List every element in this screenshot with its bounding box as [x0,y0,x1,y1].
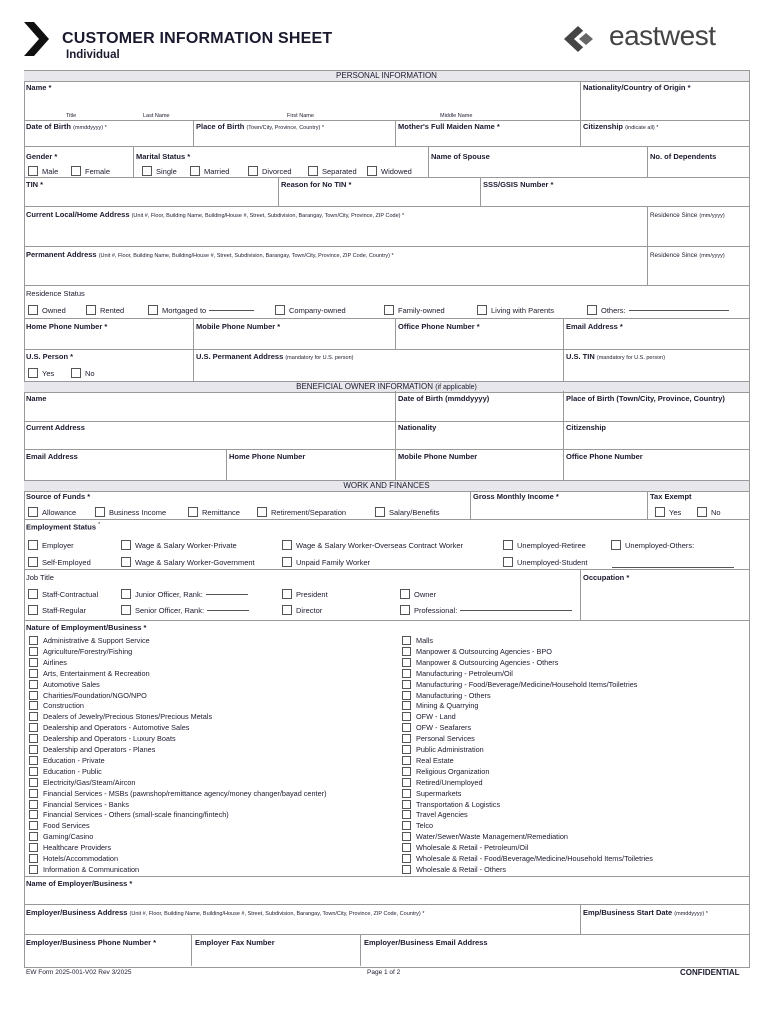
marital-widowed-checkbox[interactable]: Widowed [367,166,412,176]
nature-right-item-checkbox[interactable] [402,723,471,732]
first-name-sublabel: First Name [287,113,314,119]
nature-left-item-checkbox[interactable] [29,647,132,656]
us-person-no-checkbox[interactable]: No [71,368,95,378]
nature-right-item-label: Mining & Quarrying [416,701,479,711]
nature-left-item-label: Food Services [43,821,90,831]
tax-exempt-no-checkbox[interactable]: No [697,507,721,517]
res-rented-checkbox[interactable]: Rented [86,305,124,315]
nature-right-item-label: Transportation & Logistics [416,799,501,809]
bo-citizenship-label: Citizenship [566,423,607,432]
middle-name-sublabel: Middle Name [440,113,473,119]
tin-label: TIN * [26,180,44,189]
res-family-owned-checkbox[interactable]: Family-owned [384,305,445,315]
nature-right-item-label: Personal Services [416,734,475,744]
nature-right-item-label: Supermarkets [416,788,462,798]
nature-left-item-label: Charities/Foundation/NGO/NPO [43,690,147,700]
nature-left-item-label: Dealership and Operators - Automotive Sales [43,723,190,733]
job-director-checkbox[interactable]: Director [282,605,322,615]
nature-right-item-checkbox[interactable] [402,821,433,830]
nature-left-item-checkbox[interactable] [29,865,139,874]
form-title: CUSTOMER INFORMATION SHEET [62,30,333,47]
pob-label: Place of Birth (Town/City, Province, Country) * [196,122,324,131]
nature-left-item-checkbox[interactable] [29,658,67,667]
bo-home-phone-label: Home Phone Number [229,452,306,461]
nature-right-item-checkbox[interactable] [402,756,454,765]
nature-left-item-checkbox[interactable] [29,778,135,787]
nature-right-item-checkbox[interactable] [402,832,568,841]
form-id: EW Form 2025-001-V02 Rev 3/2025 [26,969,132,976]
nature-right-item-checkbox[interactable] [402,767,489,776]
res-living-with-parents-checkbox[interactable]: Living with Parents [477,305,554,315]
brand-chevron-icon [22,22,50,56]
nature-right-item-label: Real Estate [416,755,454,765]
employer-phone-label: Employer/Business Phone Number * [26,938,157,947]
nature-left-item-label: Arts, Entertainment & Recreation [43,668,150,678]
nature-left-item-label: Airlines [43,657,67,667]
nature-left-item-label: Healthcare Providers [43,843,112,853]
bo-name-label: Name [26,394,47,403]
nature-right-item-checkbox[interactable] [402,669,513,678]
nature-left-item-checkbox[interactable] [29,821,90,830]
band-work-and-finances: WORK AND FINANCES [24,480,749,492]
gross-income-label: Gross Monthly Income * [473,492,559,501]
job-president-checkbox[interactable]: President [282,589,328,599]
source-business-income-checkbox[interactable]: Business Income [95,507,166,517]
emp-wage-ofw-checkbox[interactable]: Wage & Salary Worker-Overseas Contract Worker [282,540,463,550]
dob-label: Date of Birth (mmddyyyy) * [26,122,107,131]
nature-left-item-checkbox[interactable] [29,712,212,721]
citizenship-label: Citizenship (indicate all) * [583,122,659,131]
us-person-label: U.S. Person * [26,352,74,361]
nature-left-item-label: Dealership and Operators - Luxury Boats [43,734,176,744]
employment-status-label: Employment Status * [26,522,101,532]
tax-exempt-label: Tax Exempt [650,492,692,501]
source-allowance-checkbox[interactable]: Allowance [28,507,76,517]
source-of-funds-label: Source of Funds * [26,492,91,501]
confidential-mark: CONFIDENTIAL [680,968,740,977]
nature-right-item-label: Malls [416,636,434,645]
emp-unpaid-family-checkbox[interactable]: Unpaid Family Worker [282,557,370,567]
nature-left-item-checkbox[interactable] [29,636,150,645]
nature-left-item-label: Dealership and Operators - Planes [43,745,156,754]
nature-right-item-label: Water/Sewer/Waste Management/Remediation [416,832,568,842]
job-senior-officer-checkbox[interactable]: Senior Officer, Rank: [121,605,249,615]
bo-pob-label: Place of Birth (Town/City, Province, Country) [566,394,725,403]
emp-wage-private-checkbox[interactable]: Wage & Salary Worker-Private [121,540,237,550]
nationality-label: Nationality/Country of Origin * [583,83,691,92]
us-tin-label: U.S. TIN (mandatory for U.S. person) [566,352,666,361]
nature-right-item-label: Travel Agencies [416,810,468,820]
emp-unemployed-retiree-checkbox[interactable]: Unemployed-Retiree [503,540,586,550]
nature-left-item-checkbox[interactable] [29,800,129,809]
marital-divorced-checkbox[interactable]: Divorced [248,166,292,176]
nature-left-item-checkbox[interactable] [29,789,327,798]
no-tin-reason-label: Reason for No TIN * [281,180,352,189]
nature-right-item-label: OFW - Land [416,712,456,722]
nature-left-item-label: Construction [43,701,84,711]
nature-right-item-checkbox[interactable] [402,865,506,874]
perm-residence-since-label: Residence Since (mm/yyyy) [650,252,725,259]
office-phone-label: Office Phone Number * [398,322,480,331]
spouse-label: Name of Spouse [431,152,490,161]
nature-right-item-label: Manpower & Outsourcing Agencies - BPO [416,646,552,656]
nature-right-item-checkbox[interactable] [402,701,478,710]
source-retirement-checkbox[interactable]: Retirement/Separation [257,507,346,517]
nature-left-item-checkbox[interactable] [29,701,84,710]
nature-right-item-label: Public Administration [416,745,484,754]
employer-email-label: Employer/Business Email Address [364,938,488,947]
job-junior-officer-checkbox[interactable]: Junior Officer, Rank: [121,589,248,599]
res-company-owned-checkbox[interactable]: Company-owned [275,305,346,315]
gender-label: Gender * [26,152,58,161]
current-address-label: Current Local/Home Address (Unit #, Floor, Building Name, Building/House #, Street, Subdivision, Barangay, Town/City, Province, ZIP Code) * [26,210,405,219]
res-owned-checkbox[interactable]: Owned [28,305,66,315]
nature-right-item-label: Wholesale & Retail - Others [416,864,507,874]
home-phone-label: Home Phone Number * [26,322,108,331]
source-remittance-checkbox[interactable]: Remittance [188,507,240,517]
sss-gsis-label: SSS/GSIS Number * [483,180,554,189]
nature-left-item-checkbox[interactable] [29,832,93,841]
eastwest-logo-icon [562,24,608,54]
nature-left-item-label: Education - Private [43,755,105,765]
nature-left-item-label: Electricity/Gas/Steam/Aircon [43,777,136,787]
nature-right-item-label: Religious Organization [416,766,490,776]
nature-right-item-checkbox[interactable] [402,647,552,656]
nature-left-item-label: Agriculture/Forestry/Fishing [43,646,133,656]
nature-right-item-label: Retired/Unemployed [416,777,483,787]
emp-unemployed-others-checkbox[interactable]: Unemployed-Others: [611,540,694,550]
nature-left-item-label: Financial Services - Others (small-scale financing/fintech) [43,810,229,820]
marital-status-label: Marital Status * [136,152,191,161]
nature-right-item-checkbox[interactable] [402,810,468,819]
nature-left-item-checkbox[interactable] [29,691,147,700]
source-salary-checkbox[interactable]: Salary/Benefits [375,507,439,517]
emp-wage-government-checkbox[interactable]: Wage & Salary Worker-Government [121,557,255,567]
mobile-phone-label: Mobile Phone Number * [196,322,281,331]
nature-right-item-label: Telco [416,821,434,831]
job-staff-contractual-checkbox[interactable]: Staff-Contractual [28,589,98,599]
nature-left-item-checkbox[interactable] [29,745,155,754]
brand-name: eastwest [609,20,716,51]
emp-self-employed-checkbox[interactable]: Self-Employed [28,557,91,567]
nature-right-item-label: Wholesale & Retail - Food/Beverage/Medicine/Household Items/Toiletries [416,854,653,863]
bo-mobile-label: Mobile Phone Number [398,452,478,461]
nature-left-item-label: Financial Services - MSBs (pawnshop/remittance agency/money changer/bayad center) [43,788,327,798]
last-name-sublabel: Last Name [143,113,170,119]
nature-right-item-label: Manpower & Outsourcing Agencies - Others [416,657,559,667]
nature-left-item-label: Administrative & Support Service [43,636,150,645]
bo-address-label: Current Address [26,423,85,432]
nature-left-item-label: Hotels/Accommodation [43,854,119,863]
nature-right-item-checkbox[interactable] [402,636,433,645]
employer-fax-label: Employer Fax Number [195,938,275,947]
nature-right-item-label: OFW - Seafarers [416,723,472,733]
gender-male-checkbox[interactable]: Male [28,166,58,176]
band-beneficial-owner: BENEFICIAL OWNER INFORMATION (if applicable) [24,381,749,393]
nature-right-item-checkbox[interactable] [402,800,500,809]
gender-female-checkbox[interactable]: Female [71,166,110,176]
job-title-label: Job Title [26,573,54,582]
title-sublabel: Title [66,113,77,119]
email-label: Email Address * [566,322,623,331]
nature-left-item-checkbox[interactable] [29,723,189,732]
employer-address-label: Employer/Business Address (Unit #, Floor, Building Name, Building/House #, Street, Subdivision, Barangay, Town/City, Province, ZIP Code, Country) * [26,908,425,917]
form-subtitle: Individual [66,49,120,61]
residence-since-label: Residence Since (mm/yyyy) [650,212,725,219]
nature-left-item-label: Automotive Sales [43,679,100,689]
nature-left-item-checkbox[interactable] [29,680,100,689]
job-professional-checkbox[interactable]: Professional: [400,605,572,615]
nature-right-item-checkbox[interactable] [402,691,491,700]
nature-left-item-label: Dealers of Jewelry/Precious Stones/Precious Metals [43,712,213,722]
nature-right-item-checkbox[interactable] [402,789,461,798]
nature-right-item-checkbox[interactable] [402,843,528,852]
nature-right-item-checkbox[interactable] [402,745,484,754]
bo-email-label: Email Address [26,452,78,461]
name-label: Name * [26,83,52,92]
job-staff-regular-checkbox[interactable]: Staff-Regular [28,605,86,615]
nature-right-item-label: Manufacturing - Others [416,690,491,700]
nature-left-item-label: Financial Services - Banks [43,799,129,809]
job-owner-checkbox[interactable]: Owner [400,589,436,599]
nature-left-item-label: Education - Public [43,766,102,776]
band-personal-information: PERSONAL INFORMATION [24,70,749,82]
nature-right-item-checkbox[interactable] [402,734,475,743]
emp-start-date-label: Emp/Business Start Date (mmddyyyy) * [583,908,708,917]
bo-nationality-label: Nationality [398,423,437,432]
res-mortgaged-checkbox[interactable]: Mortgaged to [148,305,254,315]
nature-right-item-checkbox[interactable] [402,778,483,787]
nature-left-item-checkbox[interactable] [29,767,102,776]
emp-unemployed-student-checkbox[interactable]: Unemployed-Student [503,557,587,567]
us-address-label: U.S. Permanent Address (mandatory for U.S. person) [196,352,354,361]
nature-left-item-label: Gaming/Casino [43,832,94,842]
bo-office-phone-label: Office Phone Number [566,452,643,461]
page-number: Page 1 of 2 [367,969,401,976]
tax-exempt-yes-checkbox[interactable]: Yes [655,507,681,517]
marital-single-checkbox[interactable]: Single [142,166,177,176]
bo-dob-label: Date of Birth (mmddyyyy) [398,394,490,403]
residence-status-label: Residence Status [26,289,85,298]
us-person-yes-checkbox[interactable]: Yes [28,368,54,378]
nature-right-item-checkbox[interactable] [402,658,558,667]
res-others-checkbox[interactable]: Others: [587,305,729,315]
nature-left-item-checkbox[interactable] [29,669,150,678]
nature-left-item-checkbox[interactable] [29,854,118,863]
nature-of-business-label: Nature of Employment/Business * [26,623,147,632]
marital-married-checkbox[interactable]: Married [190,166,229,176]
nature-right-item-label: Wholesale & Retail - Petroleum/Oil [416,843,529,853]
nature-left-item-checkbox[interactable] [29,734,176,743]
nature-right-item-checkbox[interactable] [402,680,637,689]
nature-right-item-label: Manufacturing - Petroleum/Oil [416,668,513,678]
emp-employer-checkbox[interactable]: Employer [28,540,74,550]
nature-right-item-checkbox[interactable] [402,712,456,721]
nature-right-item-checkbox[interactable] [402,854,653,863]
nature-left-item-label: Information & Communication [43,864,140,874]
marital-separated-checkbox[interactable]: Separated [308,166,357,176]
occupation-label: Occupation * [583,573,630,582]
nature-left-item-checkbox[interactable] [29,810,229,819]
nature-left-item-checkbox[interactable] [29,756,105,765]
nature-right-item-label: Manufacturing - Food/Beverage/Medicine/Household Items/Toiletries [416,679,638,689]
employer-name-label: Name of Employer/Business * [26,879,133,888]
dependents-label: No. of Dependents [650,152,717,161]
permanent-address-label: Permanent Address (Unit #, Floor, Building Name, Building/House #, Street, Subdivision, Barangay, Town/City, Province, ZIP Code, Country) * [26,250,394,259]
nature-left-item-checkbox[interactable] [29,843,111,852]
mother-maiden-name-label: Mother's Full Maiden Name * [398,122,500,131]
